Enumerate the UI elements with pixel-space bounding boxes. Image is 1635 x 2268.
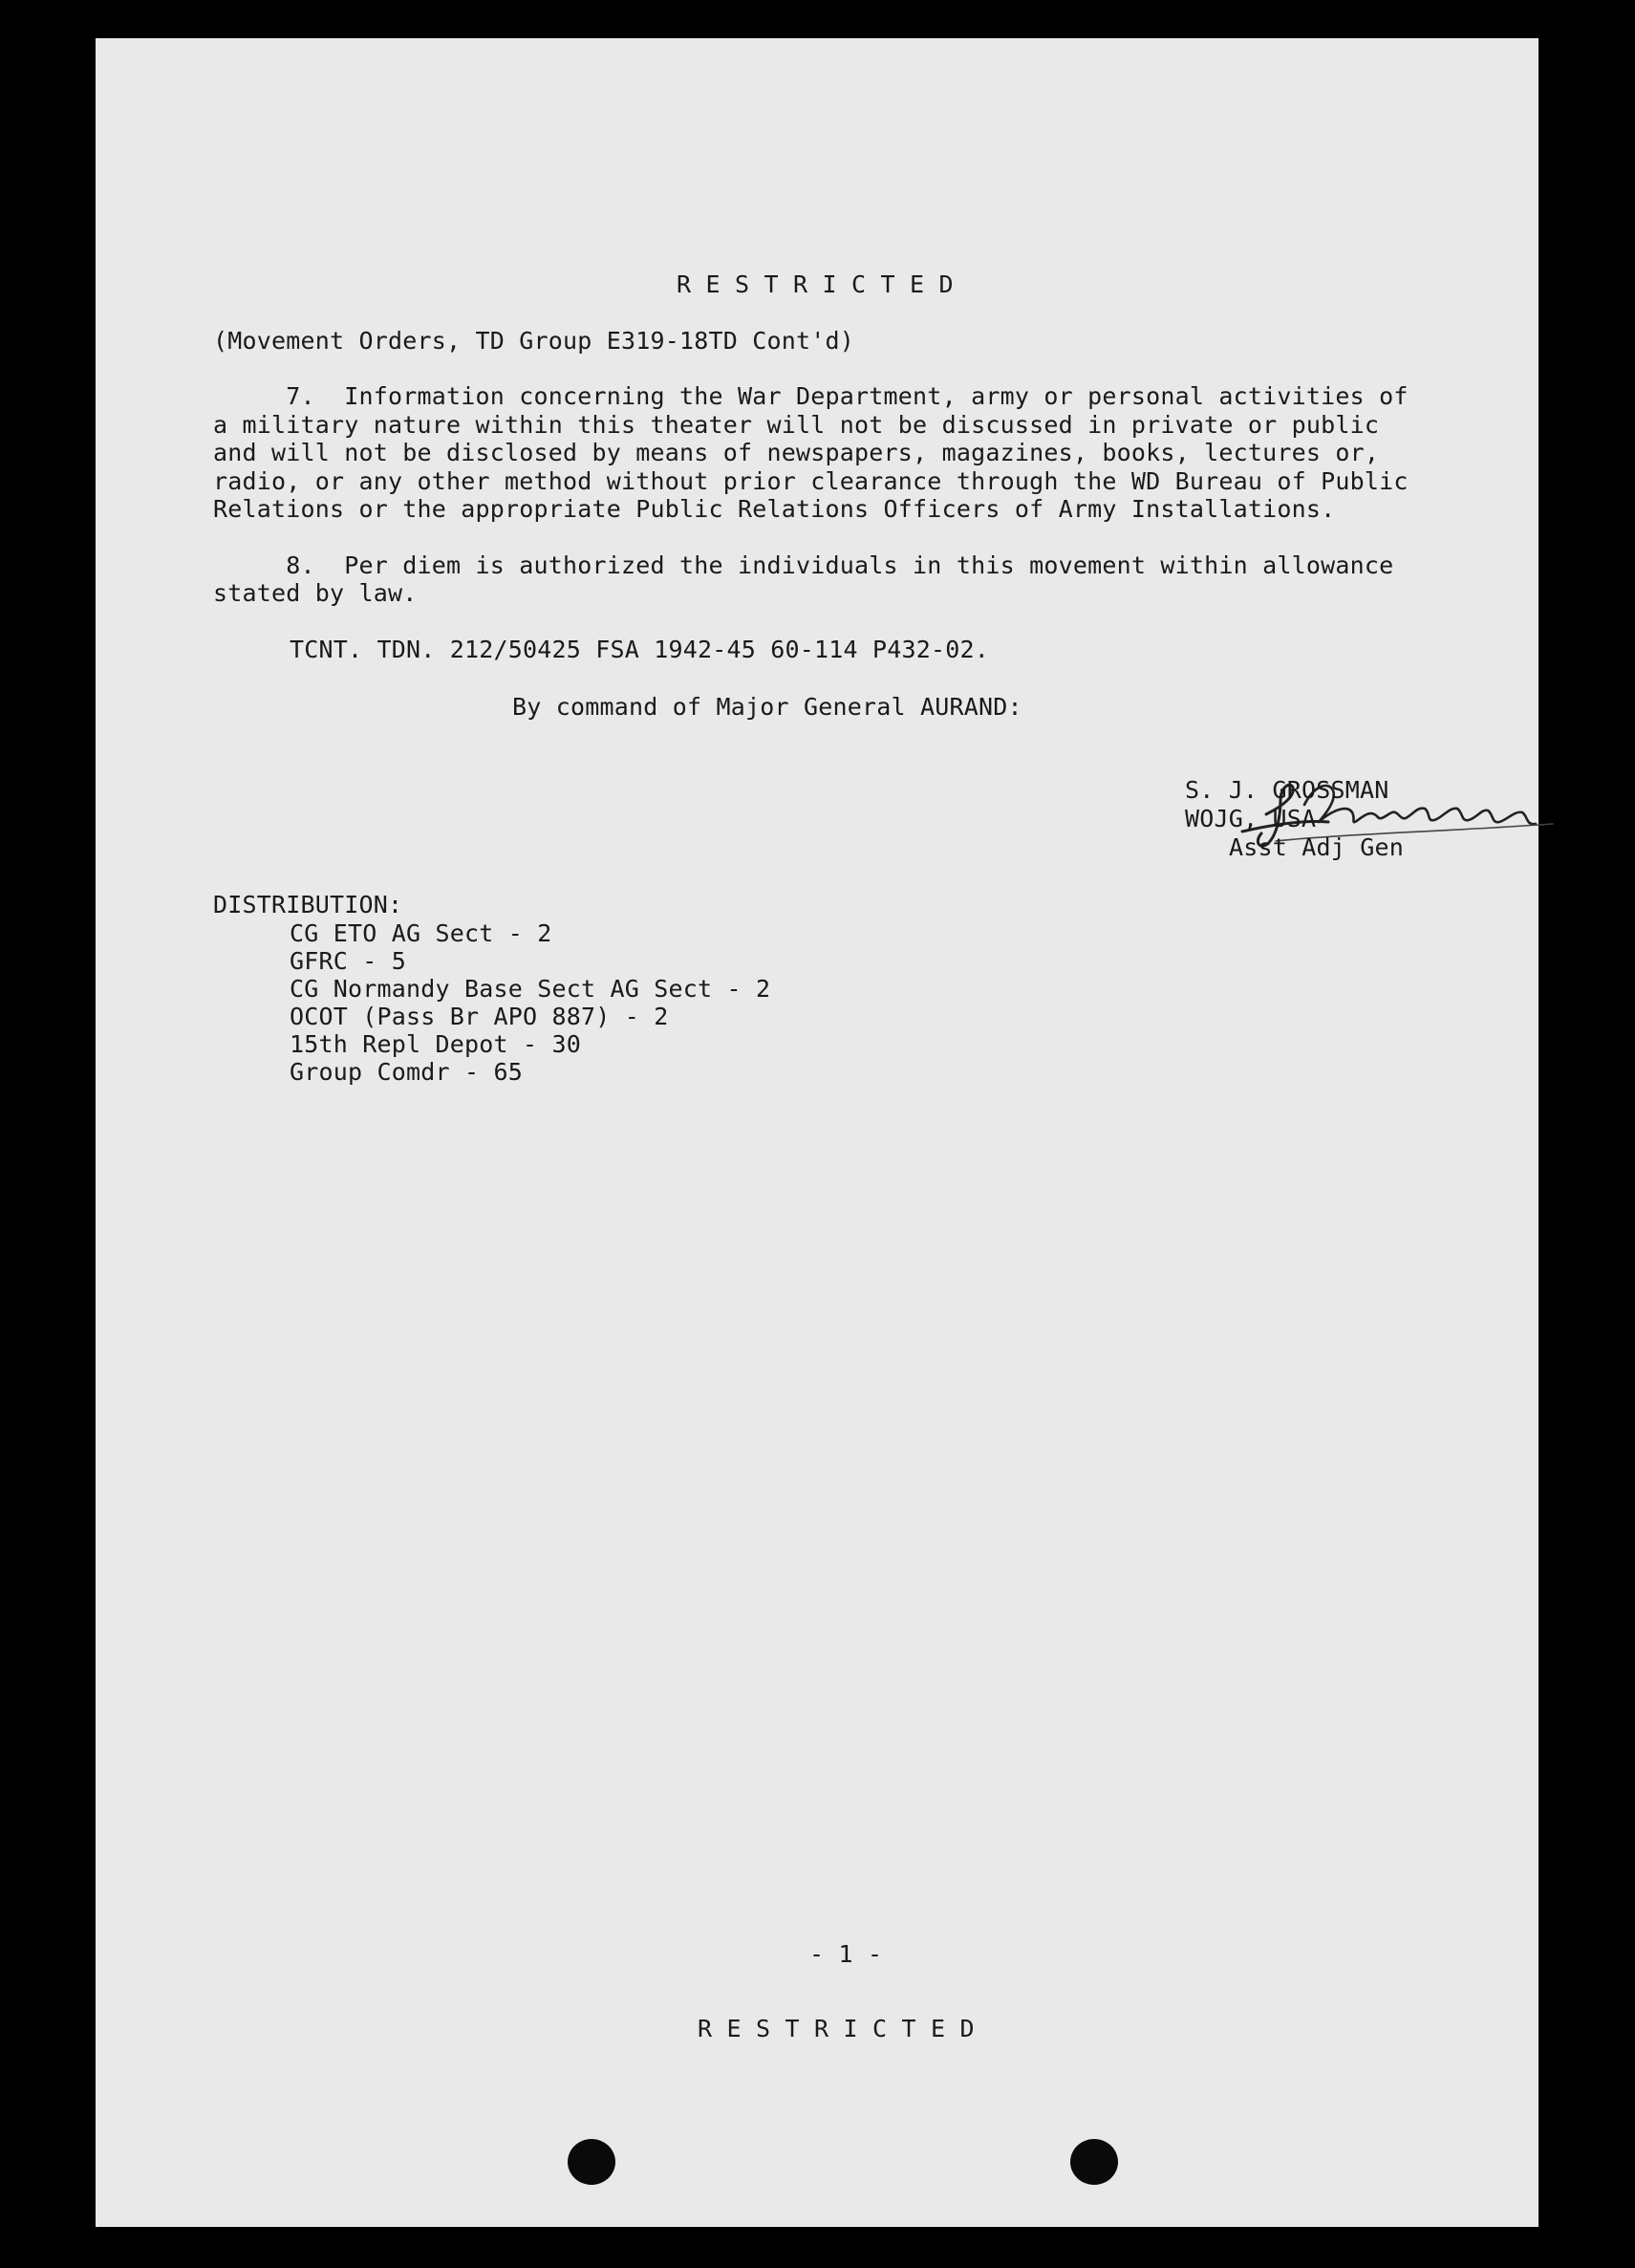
distribution-item: 15th Repl Depot - 30 [290, 1030, 582, 1058]
distribution-item: OCOT (Pass Br APO 887) - 2 [290, 1003, 669, 1030]
document-page [96, 38, 1538, 2227]
signer-rank: WOJG, USA [1185, 805, 1317, 832]
distribution-item: GFRC - 5 [290, 947, 407, 975]
signer-title: Asst Adj Gen [1229, 833, 1405, 861]
distribution-item: Group Comdr - 65 [290, 1058, 524, 1086]
page-number: - 1 - [809, 1940, 883, 1968]
paragraph-line: a military nature within this theater will not be discussed in private or public [213, 411, 1380, 439]
distribution-heading: DISTRIBUTION: [213, 891, 403, 918]
footer-restricted-marking: R E S T R I C T E D [698, 2015, 975, 2042]
paragraph-line: radio, or any other method without prior clearance through the WD Bureau of Public [213, 467, 1409, 495]
header-restricted-marking: R E S T R I C T E D [677, 270, 954, 298]
paragraph-line: and will not be disclosed by means of newspapers, magazines, books, lectures or, [213, 439, 1380, 466]
paragraph-line: 7. Information concerning the War Department, army or personal activities of [213, 382, 1409, 410]
distribution-item: CG Normandy Base Sect AG Sect - 2 [290, 975, 771, 1003]
paragraph-line: 8. Per diem is authorized the individuals in this movement within allowance [213, 551, 1394, 579]
binder-hole-left [568, 2139, 615, 2185]
paragraph-line: stated by law. [213, 579, 418, 607]
signer-name: S. J. GROSSMAN [1185, 776, 1389, 804]
distribution-item: CG ETO AG Sect - 2 [290, 919, 552, 947]
paragraph-line: Relations or the appropriate Public Relations Officers of Army Installations. [213, 495, 1336, 523]
fund-citation: TCNT. TDN. 212/50425 FSA 1942-45 60-114 P432-02. [290, 636, 990, 663]
command-line: By command of Major General AURAND: [512, 693, 1022, 721]
binder-hole-right [1070, 2139, 1118, 2185]
continuation-heading: (Movement Orders, TD Group E319-18TD Cont'd) [213, 327, 855, 355]
